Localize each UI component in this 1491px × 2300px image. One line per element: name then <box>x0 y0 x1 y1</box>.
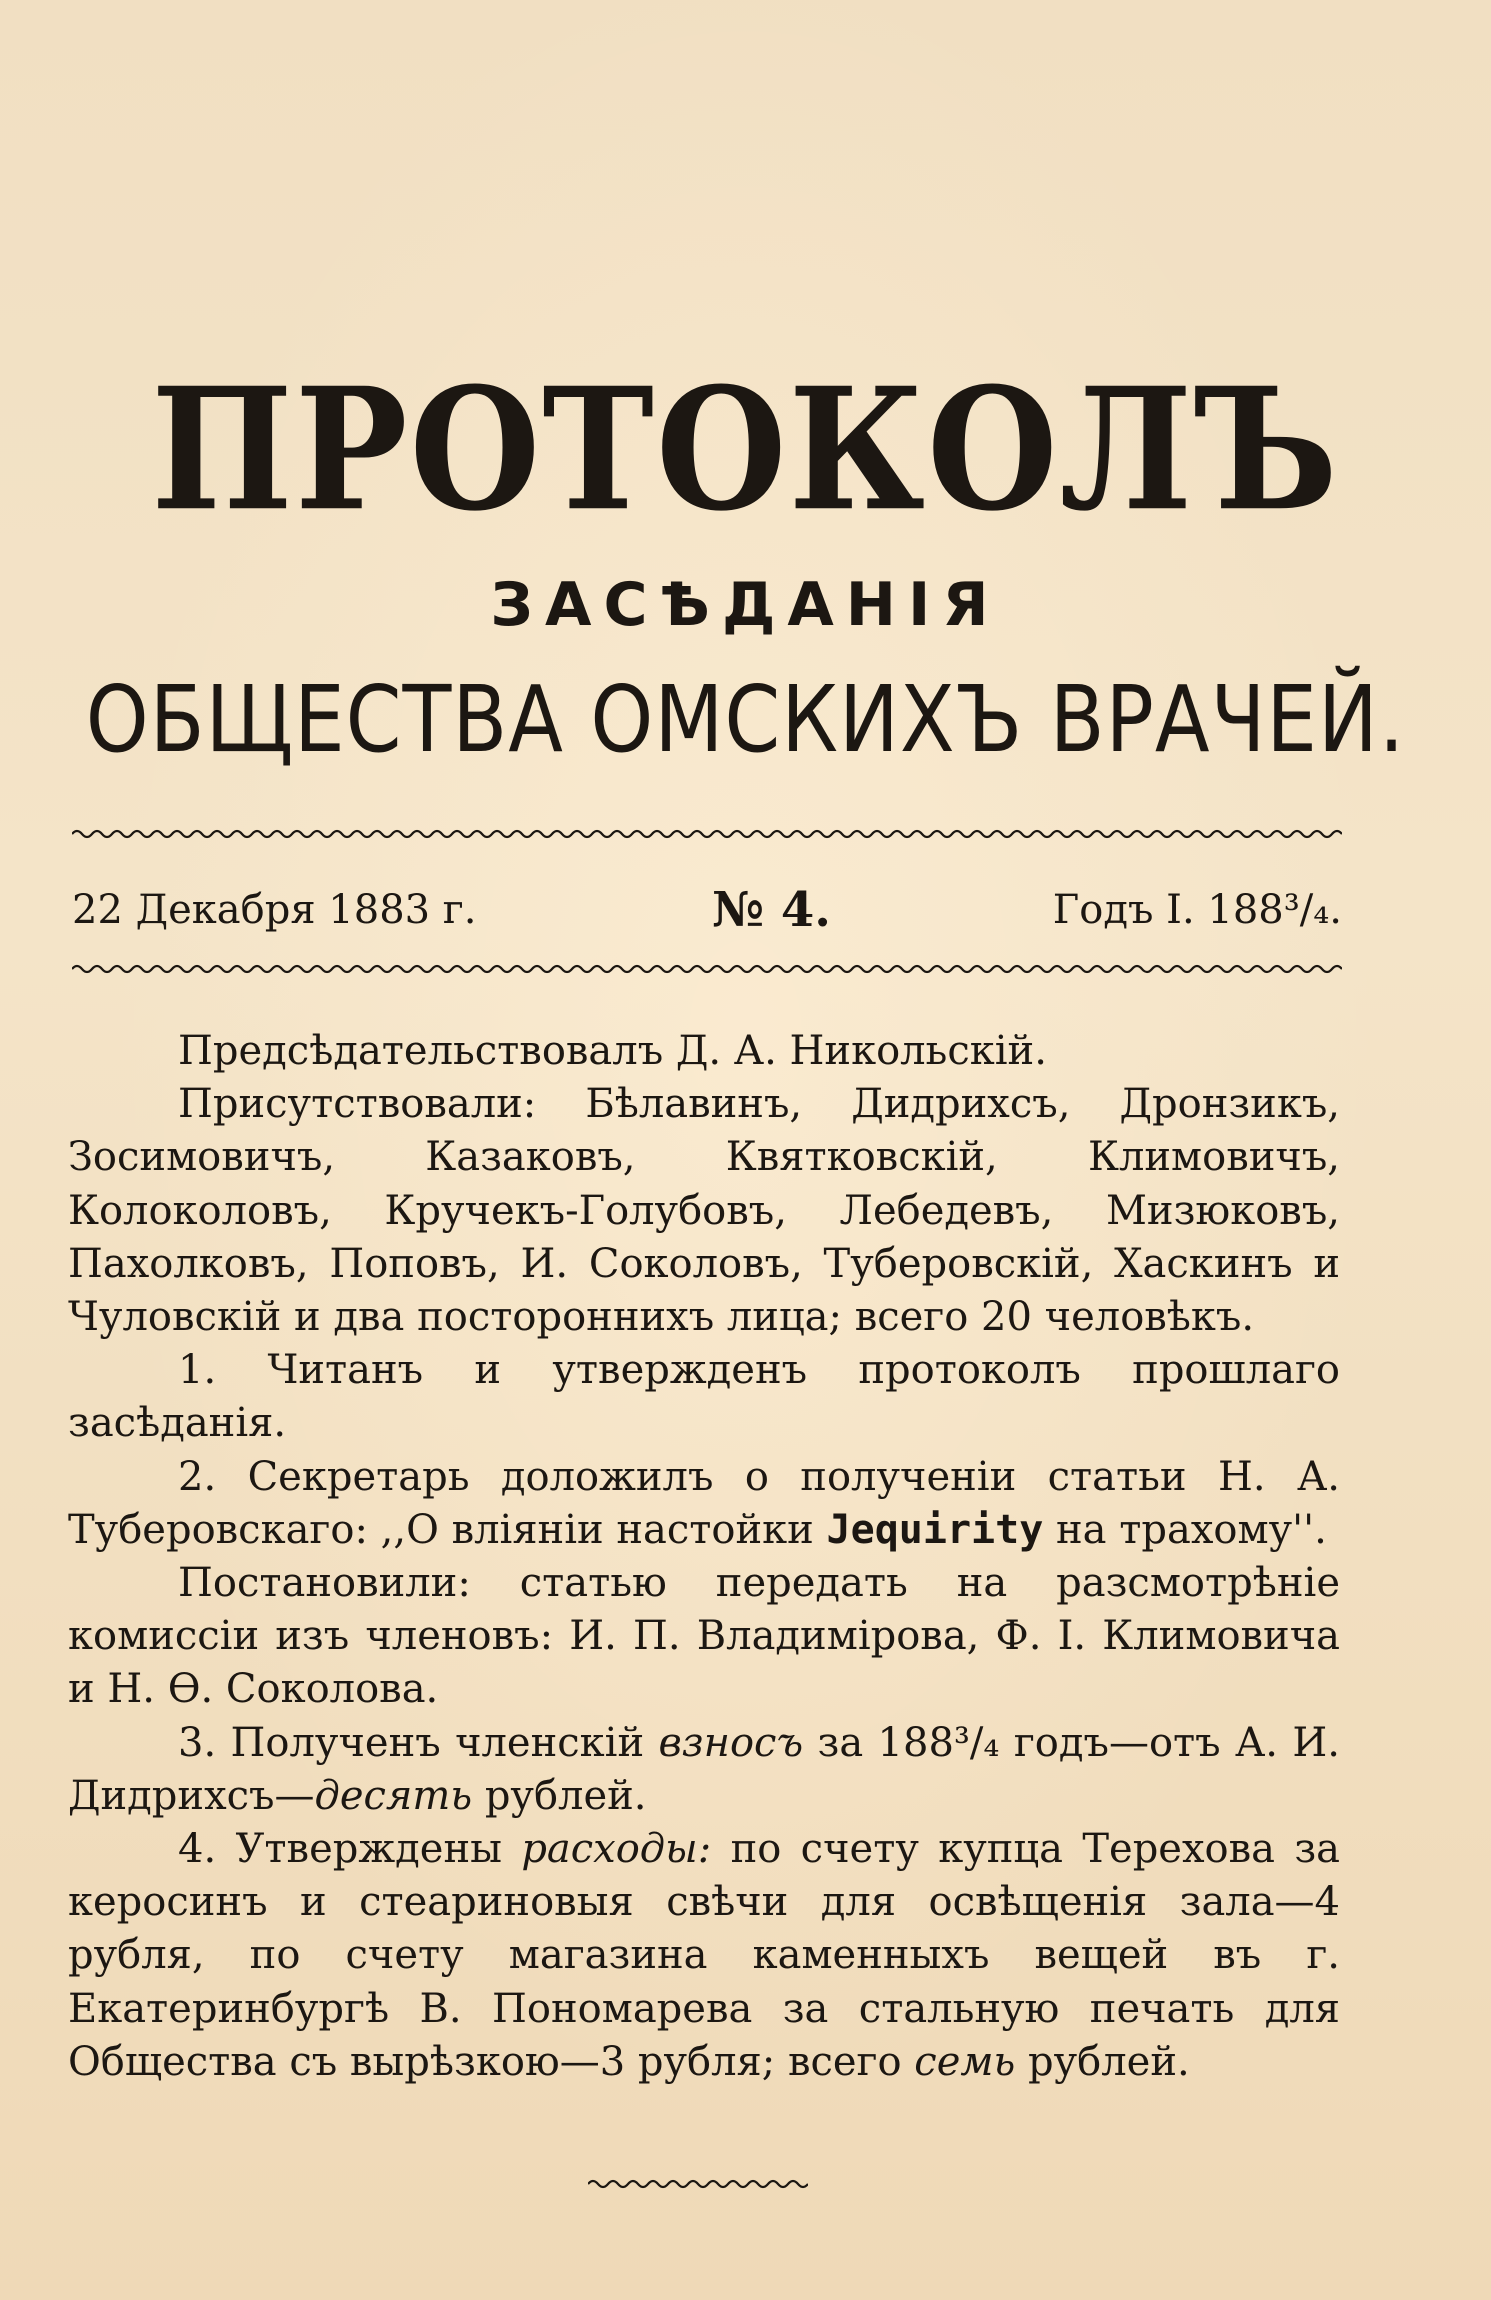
wavy-rule-bottom <box>72 962 1342 976</box>
item-3-italic-dues: взносъ <box>658 1719 804 1766</box>
item-4-italic-expenses: расходы: <box>521 1826 712 1873</box>
item-3-paragraph <box>68 1717 1340 1823</box>
issue-info-line <box>72 880 1342 940</box>
society-name: ОБЩЕСТВА ОМСКИХЪ ВРАЧЕЙ. <box>85 665 1406 773</box>
item-3-text-c: рублей. <box>484 1772 647 1819</box>
item-4-italic-seven: семь <box>914 2038 1016 2085</box>
item-3-text-a: 3. Полученъ членскій <box>178 1719 645 1766</box>
item-1-paragraph: 1. Читанъ и утвержденъ протоколъ прошлаго засѣданія. <box>68 1347 1340 1447</box>
document-title: ПРОТОКОЛЪ <box>151 351 1340 549</box>
item-2-paragraph <box>68 1451 1340 1557</box>
society-year: Годъ I. 188³/₄. <box>1052 887 1342 933</box>
resolution-paragraph: Постановили: статью передать на разсмотрѣніе комиссіи изъ членовъ: И. П. Владимірова, Ф. І. Климовича и Н. Ѳ. Соколова. <box>68 1560 1340 1713</box>
item-3-italic-ten: десять <box>314 1772 473 1819</box>
wavy-rule-top <box>72 827 1342 841</box>
document-subtitle: ЗАСѢДАНІЯ <box>490 570 1001 640</box>
end-ornament <box>588 2177 808 2191</box>
item-3-text-b: за 188³/₄ годъ—отъ А. И. Дидрихсъ— <box>68 1719 1340 1819</box>
protocol-body <box>68 1025 1340 2089</box>
item-4-text-b: по счету купца Терехова за керосинъ и стеариновыя свѣчи для освѣщенія зала—4 рубля, по счету магазина каменныхъ вещей въ г. Екатеринбургѣ В. Пономарева за стальную печать для Общества съ вырѣзкою—3 рубля; всего <box>68 1826 1340 2085</box>
item-4-paragraph <box>68 1823 1340 2089</box>
item-4-text-c: рублей. <box>1028 2038 1190 2085</box>
item-2-text-a: 2. Секретарь доложилъ о полученіи статьи Н. А. Туберовскаго: ,,О вліяніи настойки <box>68 1453 1340 1553</box>
chairman-paragraph: Предсѣдательствовалъ Д. А. Никольскій. <box>178 1028 1047 1074</box>
jequirity-term: Jequirity <box>826 1506 1044 1553</box>
item-2-text-b: на трахому''. <box>1056 1506 1327 1553</box>
item-4-text-a: 4. Утверждены <box>178 1826 502 1873</box>
meeting-date: 22 Декабря 1883 г. <box>72 887 477 933</box>
attendees-paragraph: Присутствовали: Бѣлавинъ, Дидрихсъ, Дронзикъ, Зосимовичъ, Казаковъ, Квятковскій, Климовичъ, Колоколовъ, Кручекъ-Голубовъ, Лебедевъ, Мизюковъ, Пахолковъ, Поповъ, И. Соколовъ, Туберовскій, Хаскинъ и Чуловскій и два постороннихъ лица; всего 20 человѣкъ. <box>68 1081 1340 1341</box>
issue-number: № 4. <box>712 882 831 938</box>
